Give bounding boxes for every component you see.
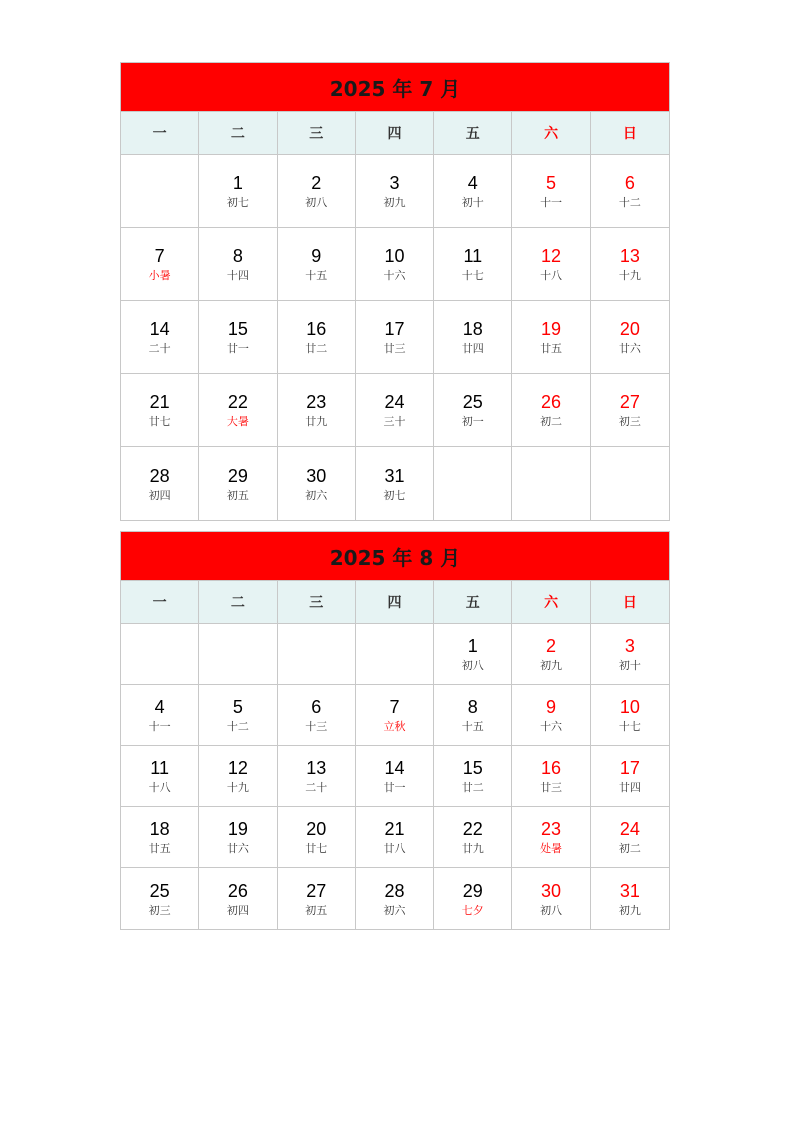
day-cell [121,746,199,807]
lunar-date: 廿四 [618,781,641,794]
day-cell [199,155,277,228]
lunar-date: 廿一 [383,781,406,794]
empty-day-cell [121,624,199,685]
day-cell [356,868,434,929]
lunar-date: 三十 [383,415,406,428]
day-cell [356,685,434,746]
day-cell [278,868,356,929]
lunar-date: 七夕 [461,903,484,917]
day-number: 9 [311,246,322,266]
day-number: 13 [619,246,640,266]
day-number: 19 [541,319,562,339]
day-grid [121,155,669,520]
day-number: 7 [154,246,165,266]
empty-day-cell [199,624,277,685]
day-number: 23 [541,819,562,839]
day-number: 13 [306,758,327,778]
day-number: 15 [227,319,248,339]
lunar-date: 廿一 [226,342,249,355]
lunar-date: 廿五 [148,842,171,855]
day-cell [121,807,199,868]
lunar-date: 二十 [148,342,171,355]
day-cell [591,685,669,746]
day-cell [199,807,277,868]
day-number: 29 [462,880,483,901]
lunar-date: 十八 [540,269,563,282]
weekday-fri: 五 [434,112,512,154]
weekday-sun: 日 [622,595,637,611]
weekday-thu: 四 [356,581,434,623]
lunar-date: 初三 [618,415,641,428]
day-cell [199,228,277,301]
lunar-date: 廿九 [461,842,484,855]
lunar-date: 十二 [618,196,641,209]
day-number: 6 [311,697,322,717]
lunar-date: 初十 [461,196,484,209]
day-number: 3 [624,636,635,656]
day-number: 24 [384,392,405,412]
day-cell [591,746,669,807]
lunar-date: 初二 [618,842,641,855]
empty-day-cell [121,155,199,228]
day-cell [434,228,512,301]
day-number: 2 [546,636,557,656]
lunar-date: 十六 [383,269,406,282]
day-number: 21 [384,819,405,839]
lunar-date: 十一 [148,720,171,733]
day-cell [278,155,356,228]
day-number: 3 [389,173,400,193]
day-number: 31 [619,880,640,901]
lunar-date: 初八 [305,196,328,209]
day-cell [356,374,434,447]
day-number: 27 [619,392,640,412]
day-number: 20 [306,819,327,839]
day-number: 20 [619,319,640,339]
lunar-date: 廿七 [305,842,328,855]
weekday-tue: 二 [199,581,277,623]
lunar-date: 初五 [226,488,249,502]
lunar-date: 初二 [540,415,563,428]
day-cell [591,868,669,929]
day-cell [512,374,590,447]
day-number: 1 [467,636,478,656]
day-cell [121,374,199,447]
empty-day-cell [591,447,669,520]
lunar-date: 廿八 [383,842,406,855]
lunar-date: 初六 [305,488,328,502]
day-cell [434,155,512,228]
day-number: 12 [227,758,248,778]
weekday-tue: 二 [199,112,277,154]
day-number: 12 [541,246,562,266]
day-number: 7 [389,697,400,717]
day-cell [121,868,199,929]
lunar-date: 初一 [461,415,484,428]
empty-day-cell [356,624,434,685]
day-cell [278,301,356,374]
day-number: 16 [541,758,562,778]
day-number: 30 [306,465,327,486]
lunar-date: 十五 [461,720,484,733]
lunar-date: 初六 [383,903,406,917]
weekday-header-row [121,581,669,624]
lunar-date: 小暑 [148,269,171,282]
lunar-date: 初四 [148,488,171,502]
day-number: 17 [384,319,405,339]
day-number: 8 [232,246,243,266]
day-number: 10 [384,246,405,266]
lunar-date: 十五 [305,269,328,282]
lunar-date: 十七 [461,269,484,282]
day-cell [591,228,669,301]
lunar-date: 廿五 [540,342,563,355]
lunar-date: 初四 [226,903,249,917]
day-number: 18 [462,319,483,339]
day-number: 23 [306,392,327,412]
weekday-mon: 一 [121,112,199,154]
day-cell [512,624,590,685]
day-grid [121,624,669,929]
lunar-date: 十九 [618,269,641,282]
lunar-date: 廿四 [461,342,484,355]
day-cell [591,807,669,868]
lunar-date: 二十 [305,781,328,794]
day-number: 28 [384,880,405,901]
day-cell [512,746,590,807]
day-number: 29 [227,465,248,486]
weekday-sat: 六 [512,112,590,154]
lunar-date: 廿三 [383,342,406,355]
day-cell [199,301,277,374]
lunar-date: 初三 [148,903,171,917]
day-cell [591,624,669,685]
day-number: 2 [311,173,322,193]
day-cell [356,155,434,228]
day-cell [512,228,590,301]
day-cell [434,624,512,685]
lunar-date: 初七 [226,196,249,209]
day-cell [199,868,277,929]
day-cell [512,301,590,374]
day-number: 22 [462,819,483,839]
day-cell [199,685,277,746]
empty-day-cell [278,624,356,685]
day-cell [512,807,590,868]
day-number: 11 [463,246,483,266]
day-number: 26 [541,392,562,412]
day-cell [121,447,199,520]
lunar-date: 立秋 [383,720,406,733]
lunar-date: 初九 [618,903,641,917]
empty-day-cell [512,447,590,520]
day-cell [121,685,199,746]
day-number: 28 [149,465,170,486]
day-number: 16 [306,319,327,339]
lunar-date: 廿三 [540,781,563,794]
lunar-date: 大暑 [226,415,249,428]
lunar-date: 初十 [618,659,641,672]
lunar-date: 初七 [383,488,406,502]
lunar-date: 初九 [383,196,406,209]
day-number: 5 [546,173,557,193]
day-cell [434,807,512,868]
day-number: 27 [306,880,327,901]
lunar-date: 初八 [540,903,563,917]
weekday-fri: 五 [434,581,512,623]
day-number: 4 [467,173,478,193]
day-cell [121,228,199,301]
lunar-date: 廿六 [226,842,249,855]
day-number: 24 [619,819,640,839]
day-number: 9 [546,697,557,717]
day-number: 17 [619,758,640,778]
calendar-month-july [120,62,670,521]
day-cell [278,228,356,301]
day-cell [356,746,434,807]
day-number: 26 [227,880,248,901]
day-number: 30 [541,880,562,901]
day-number: 22 [227,392,248,412]
day-number: 25 [462,392,483,412]
day-number: 18 [149,819,170,839]
lunar-date: 十四 [226,269,249,282]
weekday-sun: 日 [622,126,637,142]
lunar-date: 十二 [226,720,249,733]
lunar-date: 十一 [540,196,563,209]
day-number: 4 [154,697,165,717]
lunar-date: 廿九 [305,415,328,428]
day-cell [199,746,277,807]
day-number: 14 [149,319,170,339]
weekday-wed: 三 [278,112,356,154]
day-cell [434,374,512,447]
day-cell [356,228,434,301]
empty-day-cell [434,447,512,520]
day-number: 5 [232,697,243,717]
day-cell [121,301,199,374]
lunar-date: 初五 [305,903,328,917]
day-number: 31 [384,465,405,486]
day-cell [591,155,669,228]
day-number: 15 [462,758,483,778]
day-number: 21 [149,392,170,412]
day-cell [356,447,434,520]
day-cell [434,301,512,374]
calendar-month-august [120,531,670,930]
lunar-date: 十六 [540,720,563,733]
weekday-sat: 六 [512,581,590,623]
lunar-date: 初八 [461,659,484,672]
month-title: 2025 年 7 月 [121,63,669,112]
lunar-date: 初九 [540,659,563,672]
day-number: 8 [467,697,478,717]
lunar-date: 廿二 [305,342,328,355]
day-cell [278,447,356,520]
day-cell [356,807,434,868]
day-number: 11 [150,758,169,778]
month-title: 2025 年 8 月 [121,532,669,581]
day-cell [512,685,590,746]
day-cell [278,685,356,746]
day-cell [591,301,669,374]
day-number: 6 [624,173,635,193]
weekday-thu: 四 [356,112,434,154]
day-cell [434,685,512,746]
lunar-date: 十三 [305,720,328,733]
day-cell [199,447,277,520]
lunar-date: 十七 [618,720,641,733]
lunar-date: 处暑 [540,842,563,855]
day-cell [278,374,356,447]
lunar-date: 廿六 [618,342,641,355]
day-cell [356,301,434,374]
lunar-date: 十八 [148,781,171,794]
day-cell [434,868,512,929]
day-cell [278,746,356,807]
day-number: 1 [232,173,243,193]
lunar-date: 十九 [226,781,249,794]
day-number: 25 [149,880,170,901]
weekday-wed: 三 [278,581,356,623]
day-cell [512,155,590,228]
weekday-mon: 一 [121,581,199,623]
day-cell [434,746,512,807]
day-number: 19 [227,819,248,839]
day-cell [591,374,669,447]
day-cell [278,807,356,868]
day-cell [199,374,277,447]
day-number: 10 [619,697,640,717]
lunar-date: 廿二 [461,781,484,794]
lunar-date: 廿七 [148,415,171,428]
day-number: 14 [384,758,405,778]
day-cell [512,868,590,929]
weekday-header-row [121,112,669,155]
